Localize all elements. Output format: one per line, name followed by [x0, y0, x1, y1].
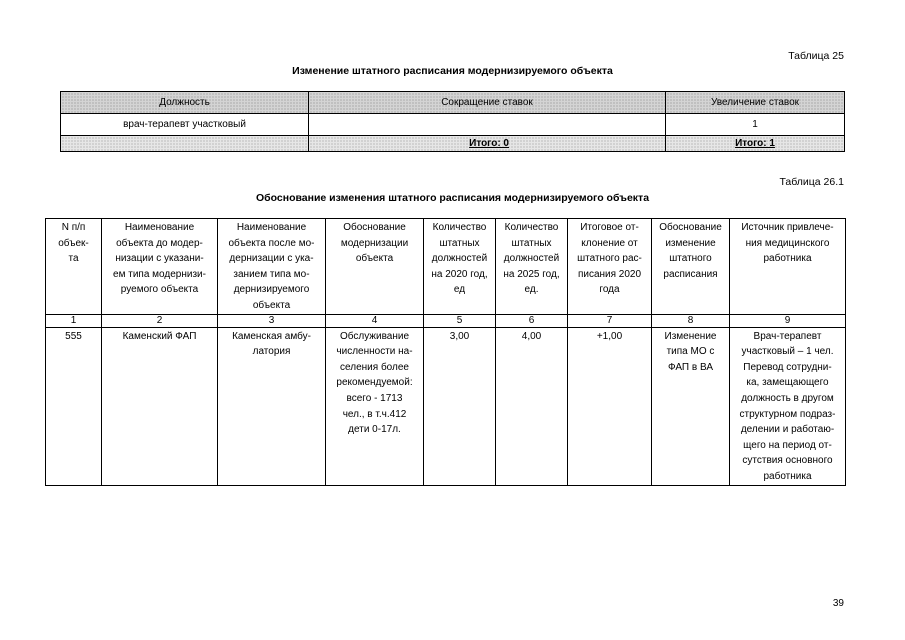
- column-number: 6: [496, 314, 568, 327]
- header-cell: Увеличение ставок: [666, 92, 845, 114]
- table-cell: врач-терапевт участковый: [61, 114, 309, 136]
- header-cell: Итоговое от- клонение от штатного рас- писания 2020 года: [568, 219, 652, 315]
- header-cell: Сокращение ставок: [309, 92, 666, 114]
- header-cell: Источник привлече- ния медицинского работника: [730, 219, 846, 315]
- table-25-caption: Таблица 25: [788, 50, 844, 62]
- header-cell: Наименование объекта до модер- низации с указани- ем типа модернизи- руемого объекта: [102, 219, 218, 315]
- table-cell: 4,00: [496, 327, 568, 485]
- table-cell: +1,00: [568, 327, 652, 485]
- header-cell: Должность: [61, 92, 309, 114]
- table-26-caption: Таблица 26.1: [779, 176, 844, 188]
- staffing-change-table: [60, 91, 845, 152]
- column-number: 4: [326, 314, 424, 327]
- table-cell: 555: [46, 327, 102, 485]
- table-cell: Изменение типа МО с ФАП в ВА: [652, 327, 730, 485]
- page-number: 39: [832, 598, 844, 609]
- header-cell: Количество штатных должностей на 2025 год, ед.: [496, 219, 568, 315]
- column-number: 9: [730, 314, 846, 327]
- table-header-row: [46, 219, 846, 315]
- header-cell: Обоснование изменение штатного расписания: [652, 219, 730, 315]
- column-number: 8: [652, 314, 730, 327]
- column-number: 1: [46, 314, 102, 327]
- column-number: 5: [424, 314, 496, 327]
- totals-row: [61, 136, 845, 152]
- total-cell: [666, 136, 845, 152]
- table-row: [61, 114, 845, 136]
- header-cell: Наименование объекта после мо- дернизации с ука- занием типа мо- дернизируемого объекта: [218, 219, 326, 315]
- table-26-title: Обоснование изменения штатного расписания модернизируемого объекта: [255, 192, 650, 204]
- table-cell: Каменский ФАП: [102, 327, 218, 485]
- header-cell: Количество штатных должностей на 2020 год, ед: [424, 219, 496, 315]
- table-25-title: Изменение штатного расписания модернизируемого объекта: [292, 65, 613, 77]
- table-header-row: [61, 92, 845, 114]
- total-cell: [61, 136, 309, 152]
- column-number-row: [46, 314, 846, 327]
- staffing-justification-table: [45, 218, 846, 486]
- table-cell: Каменская амбу- латория: [218, 327, 326, 485]
- table-cell: 1: [666, 114, 845, 136]
- total-reduction: Итого: 0: [469, 138, 509, 149]
- column-number: 7: [568, 314, 652, 327]
- column-number: 3: [218, 314, 326, 327]
- total-cell: [309, 136, 666, 152]
- table-row: [46, 327, 846, 485]
- header-cell: Обоснование модернизации объекта: [326, 219, 424, 315]
- column-number: 2: [102, 314, 218, 327]
- table-cell: Обслуживание численности на- селения более рекомендуемой: всего - 1713 чел., в т.ч.412 дети 0-17л.: [326, 327, 424, 485]
- table-cell: 3,00: [424, 327, 496, 485]
- table-cell: Врач-терапевт участковый – 1 чел. Перевод сотрудни- ка, замещающего должность в другом структурном подраз- делении и работаю- щего на период от- сутствия основного работника: [730, 327, 846, 485]
- header-cell: N п/п объек- та: [46, 219, 102, 315]
- table-cell: [309, 114, 666, 136]
- total-increase: Итого: 1: [735, 138, 775, 149]
